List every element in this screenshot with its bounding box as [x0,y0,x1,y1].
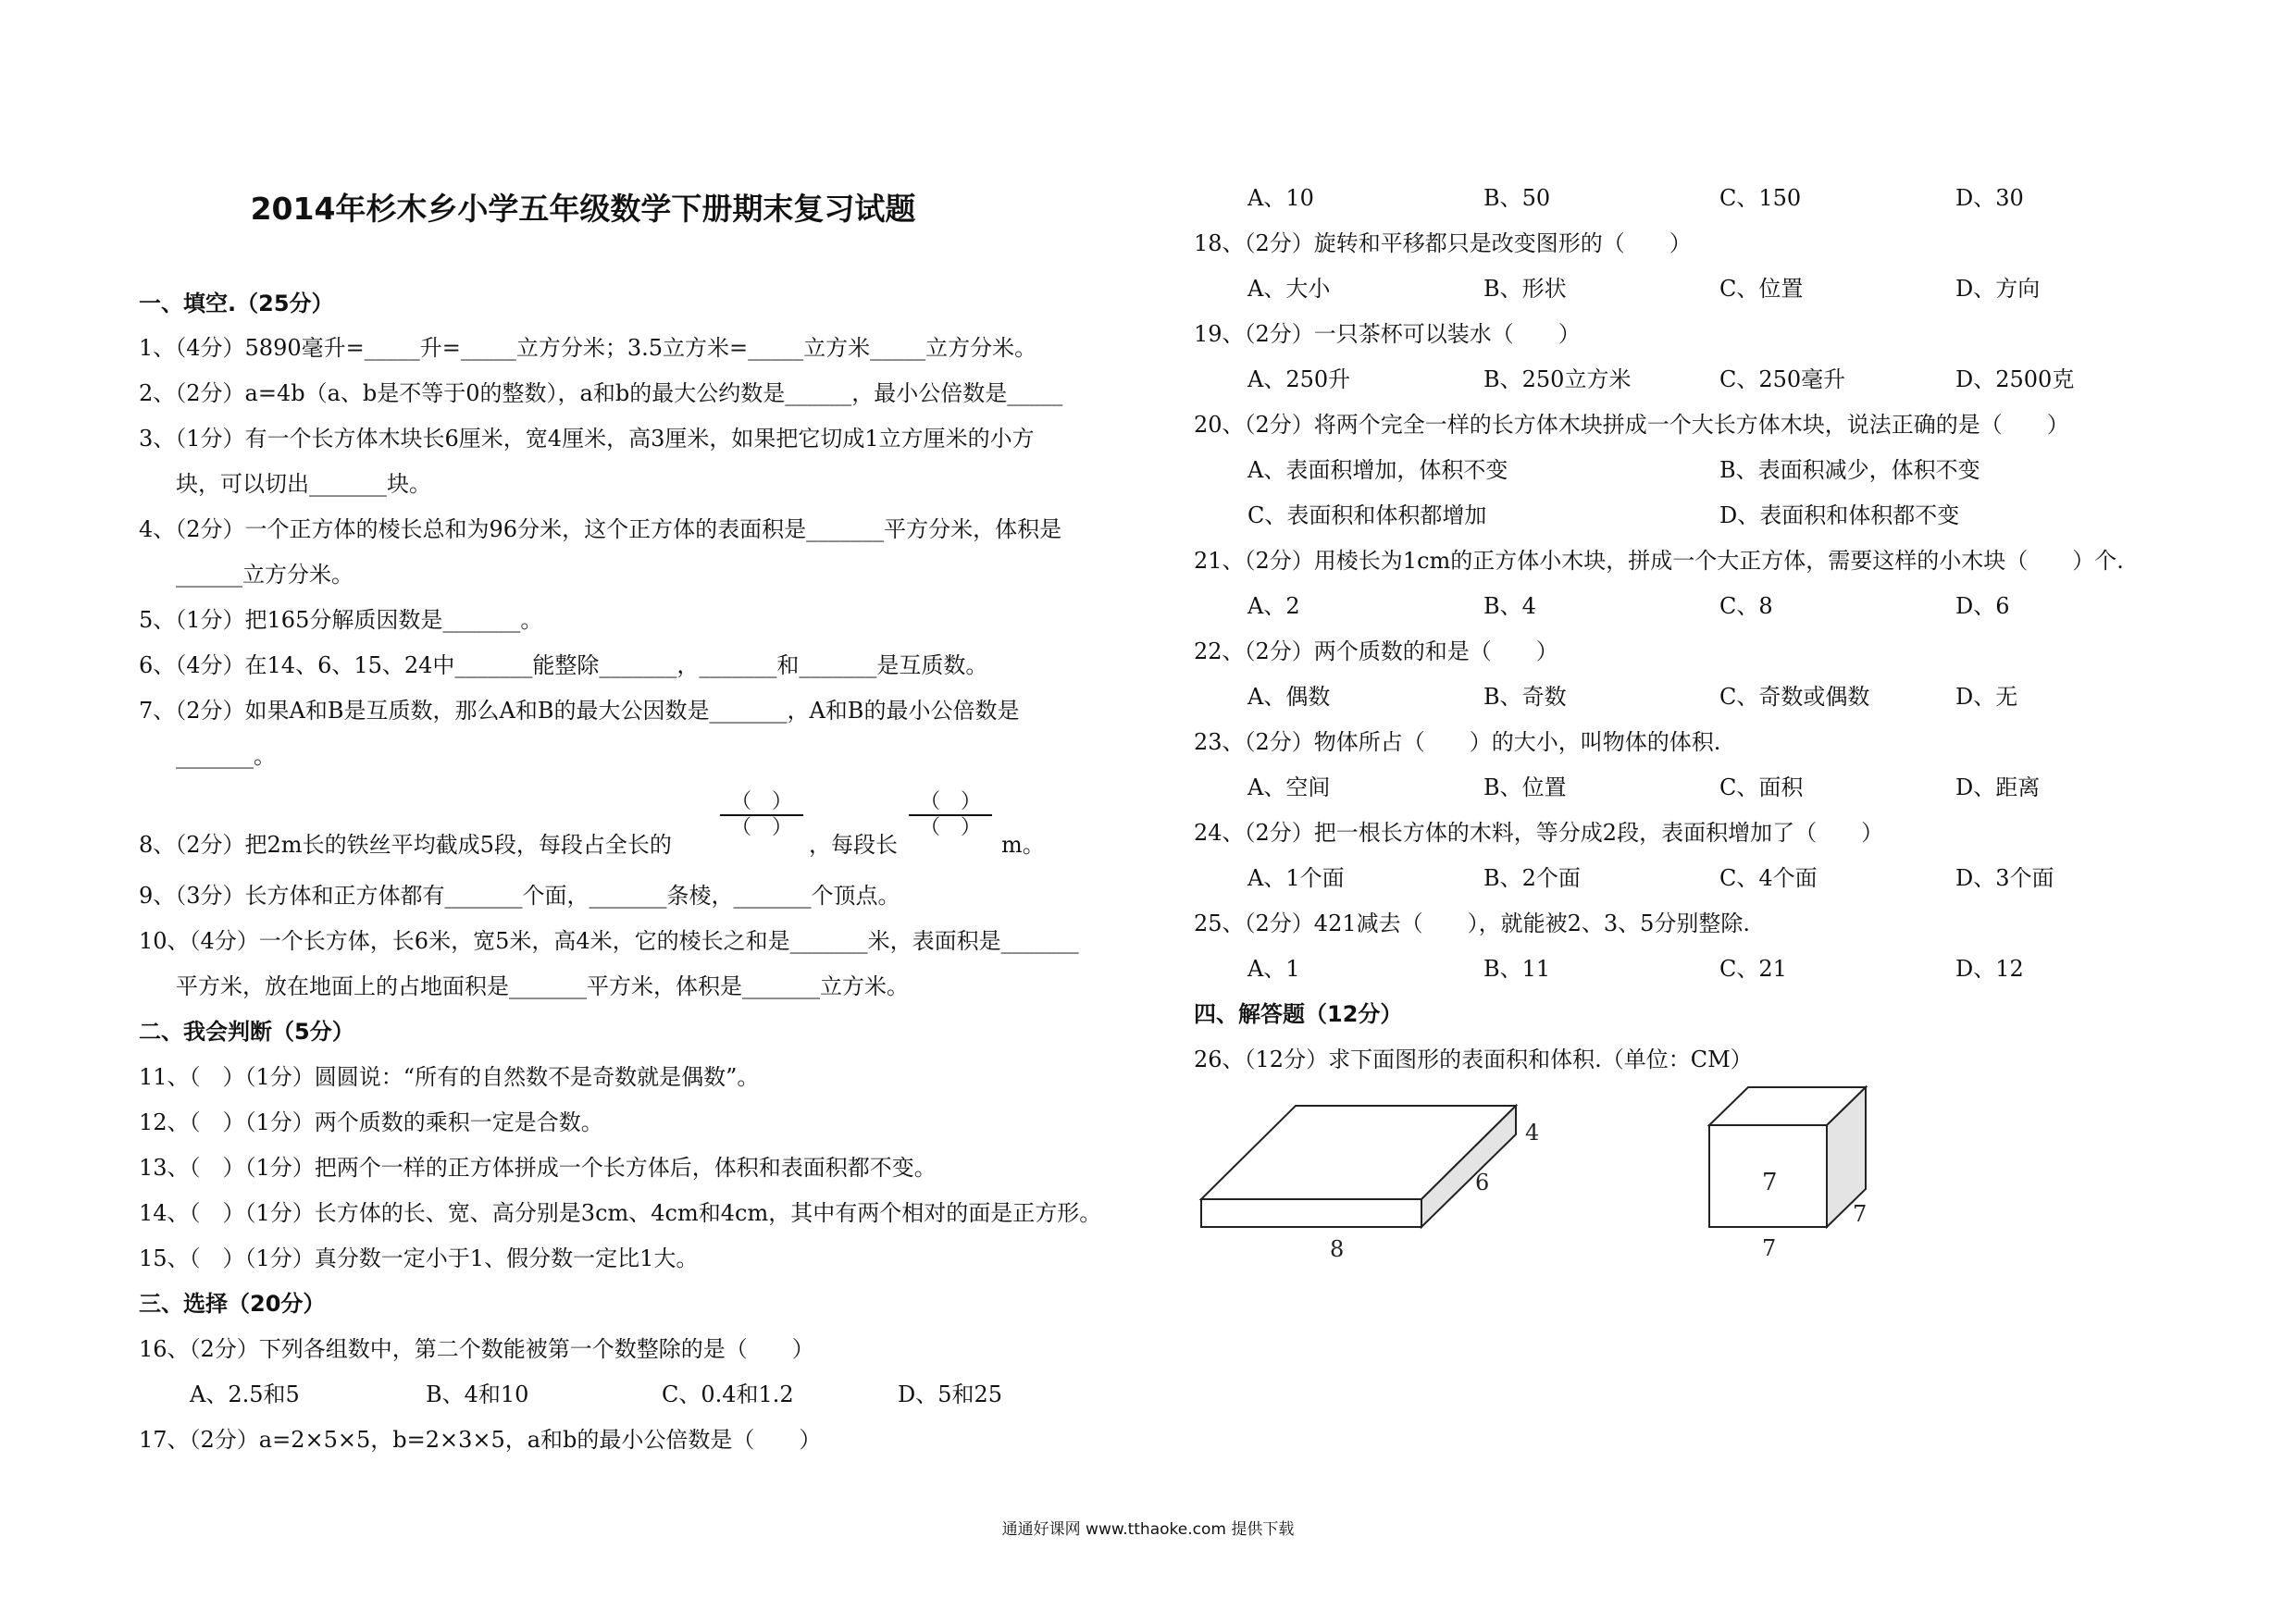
option-c: C、150 [1719,185,1802,211]
question-3-line2: 块，可以切出_______块。 [176,471,431,497]
option-c: C、面积 [1719,774,1804,800]
option-d: D、无 [1955,684,2018,710]
section-answer: 四、解答题（12分） [1194,1001,1403,1027]
question-6: 6、（4分）在14、6、15、24中_______能整除_______，_______和_______是互质数。 [139,652,988,678]
option-b: B、表面积减少，体积不变 [1719,457,1980,483]
fraction-1-denominator: （ ） [730,816,792,839]
figures [1185,1083,2017,1277]
question-1: 1、（4分）5890毫升=_____升=_____立方分米；3.5立方米=_____立方米_____立方分米。 [139,335,1037,361]
fraction-1 [720,790,803,840]
option-a: A、250升 [1247,366,1351,392]
option-d: D、5和25 [898,1381,1003,1407]
cuboid-height-label: 4 [1525,1120,1540,1146]
option-b: B、位置 [1483,774,1567,800]
question-17: 17、（2分）a=2×5×5，b=2×3×5，a和b的最小公倍数是（ ） [139,1427,822,1453]
question-22: 22、（2分）两个质数的和是（ ） [1194,638,1558,664]
option-d: D、方向 [1955,276,2041,302]
question-14: 14、（ ）（1分）长方体的长、宽、高分别是3cm、4cm和4cm，其中有两个相对的面是正方形。 [139,1200,1102,1226]
fraction-2 [909,790,992,840]
question-8-mid: ，每段长 [809,832,898,858]
option-b: B、250立方米 [1483,366,1632,392]
option-b: B、4 [1483,593,1536,619]
fraction-2-denominator: （ ） [919,816,981,839]
question-23: 23、（2分）物体所占（ ）的大小，叫物体的体积. [1194,729,1721,755]
question-8-text: 8、（2分）把2m长的铁丝平均截成5段，每段占全长的 [139,832,672,858]
option-c: C、表面积和体积都增加 [1247,502,1487,528]
question-10-line2: 平方米，放在地面上的占地面积是_______平方米，体积是_______立方米。 [176,973,909,999]
option-a: A、2.5和5 [190,1381,300,1407]
cube-figure [1709,1087,1866,1227]
cuboid-length-label: 8 [1330,1236,1345,1262]
option-c: C、250毫升 [1719,366,1846,392]
question-13: 13、（ ）（1分）把两个一样的正方体拼成一个长方体后，体积和表面积都不变。 [139,1155,937,1181]
option-c: C、位置 [1719,276,1804,302]
cube-bottom-label: 7 [1762,1235,1777,1261]
question-5: 5、（1分）把165分解质因数是_______。 [139,607,543,633]
option-c: C、0.4和1.2 [662,1381,794,1407]
question-24: 24、（2分）把一根长方体的木料，等分成2段，表面积增加了（ ） [1194,820,1884,846]
flat-cuboid-figure [1201,1106,1516,1227]
option-d: D、表面积和体积都不变 [1719,502,1960,528]
question-4-line2: ______立方分米。 [176,562,354,588]
question-21: 21、（2分）用棱长为1cm的正方体小木块，拼成一个大正方体，需要这样的小木块（ ）个. [1194,548,2124,574]
option-b: B、4和10 [426,1381,529,1407]
cube-side-label: 7 [1853,1201,1868,1227]
question-7-line1: 7、（2分）如果A和B是互质数，那么A和B的最大公因数是_______，A和B的最小公倍数是 [139,698,1020,724]
option-a: A、1个面 [1247,865,1345,891]
option-a: A、1 [1247,956,1300,982]
option-a: A、大小 [1247,276,1331,302]
question-4-line1: 4、（2分）一个正方体的棱长总和为96分米，这个正方体的表面积是_______平方分米，体积是 [139,516,1062,542]
cuboid-side-face [1421,1106,1516,1227]
option-a: A、10 [1247,185,1314,211]
question-16: 16、（2分）下列各组数中，第二个数能被第一个数整除的是（ ） [139,1336,814,1362]
option-d: D、6 [1955,593,2010,619]
question-10-line1: 10、（4分）一个长方体，长6米，宽5米，高4米，它的棱长之和是_______米，表面积是_______ [139,928,1079,954]
option-a: A、偶数 [1247,684,1331,710]
fraction-1-numerator: （ ） [730,790,792,813]
option-d: D、30 [1955,185,2024,211]
option-d: D、距离 [1955,774,2041,800]
question-9: 9、（3分）长方体和正方体都有_______个面，_______条棱，_______个顶点。 [139,883,900,909]
fraction-2-numerator: （ ） [919,790,981,813]
option-c: C、奇数或偶数 [1719,684,1870,710]
option-b: B、11 [1483,956,1551,982]
question-18: 18、（2分）旋转和平移都只是改变图形的（ ） [1194,230,1692,256]
option-b: B、50 [1483,185,1551,211]
question-12: 12、（ ）（1分）两个质数的乘积一定是合数。 [139,1109,603,1135]
footer: 通通好课网 www.tthaoke.com 提供下载 [1001,1520,1295,1539]
option-d: D、2500克 [1955,366,2075,392]
cuboid-front-face [1201,1199,1421,1227]
option-c: C、8 [1719,593,1773,619]
question-25: 25、（2分）421减去（ ），就能被2、3、5分别整除. [1194,911,1751,936]
question-2: 2、（2分）a=4b（a、b是不等于0的整数），a和b的最大公约数是______，最小公倍数是_____ [139,380,1063,406]
question-7-line2: _______。 [176,743,276,769]
option-a: A、2 [1247,593,1300,619]
section-fill-in: 一、填空.（25分） [139,291,334,316]
question-19: 19、（2分）一只茶杯可以装水（ ） [1194,321,1581,347]
option-d: D、3个面 [1955,865,2054,891]
question-8-unit: m。 [1001,832,1045,858]
option-b: B、奇数 [1483,684,1567,710]
question-3-line1: 3、（1分）有一个长方体木块长6厘米，宽4厘米，高3厘米，如果把它切成1立方厘米的小方 [139,426,1035,452]
cube-front-label: 7 [1762,1169,1778,1196]
question-20: 20、（2分）将两个完全一样的长方体木块拼成一个大长方体木块，说法正确的是（ ） [1194,412,2069,438]
section-choice: 三、选择（20分） [139,1291,326,1317]
option-c: C、21 [1719,956,1787,982]
option-a: A、空间 [1247,774,1331,800]
section-judgement: 二、我会判断（5分） [139,1019,354,1045]
option-a: A、表面积增加，体积不变 [1247,457,1508,483]
question-15: 15、（ ）（1分）真分数一定小于1、假分数一定比1大。 [139,1245,699,1271]
option-d: D、12 [1955,956,2024,982]
question-11: 11、（ ）（1分）圆圆说：“所有的自然数不是奇数就是偶数”。 [139,1064,760,1090]
question-26: 26、（12分）求下面图形的表面积和体积.（单位：CM） [1194,1047,1753,1072]
option-c: C、4个面 [1719,865,1818,891]
option-b: B、形状 [1483,276,1567,302]
page-title: 2014年杉木乡小学五年级数学下册期末复习试题 [250,191,916,227]
option-b: B、2个面 [1483,865,1581,891]
cuboid-width-label: 6 [1475,1170,1490,1196]
